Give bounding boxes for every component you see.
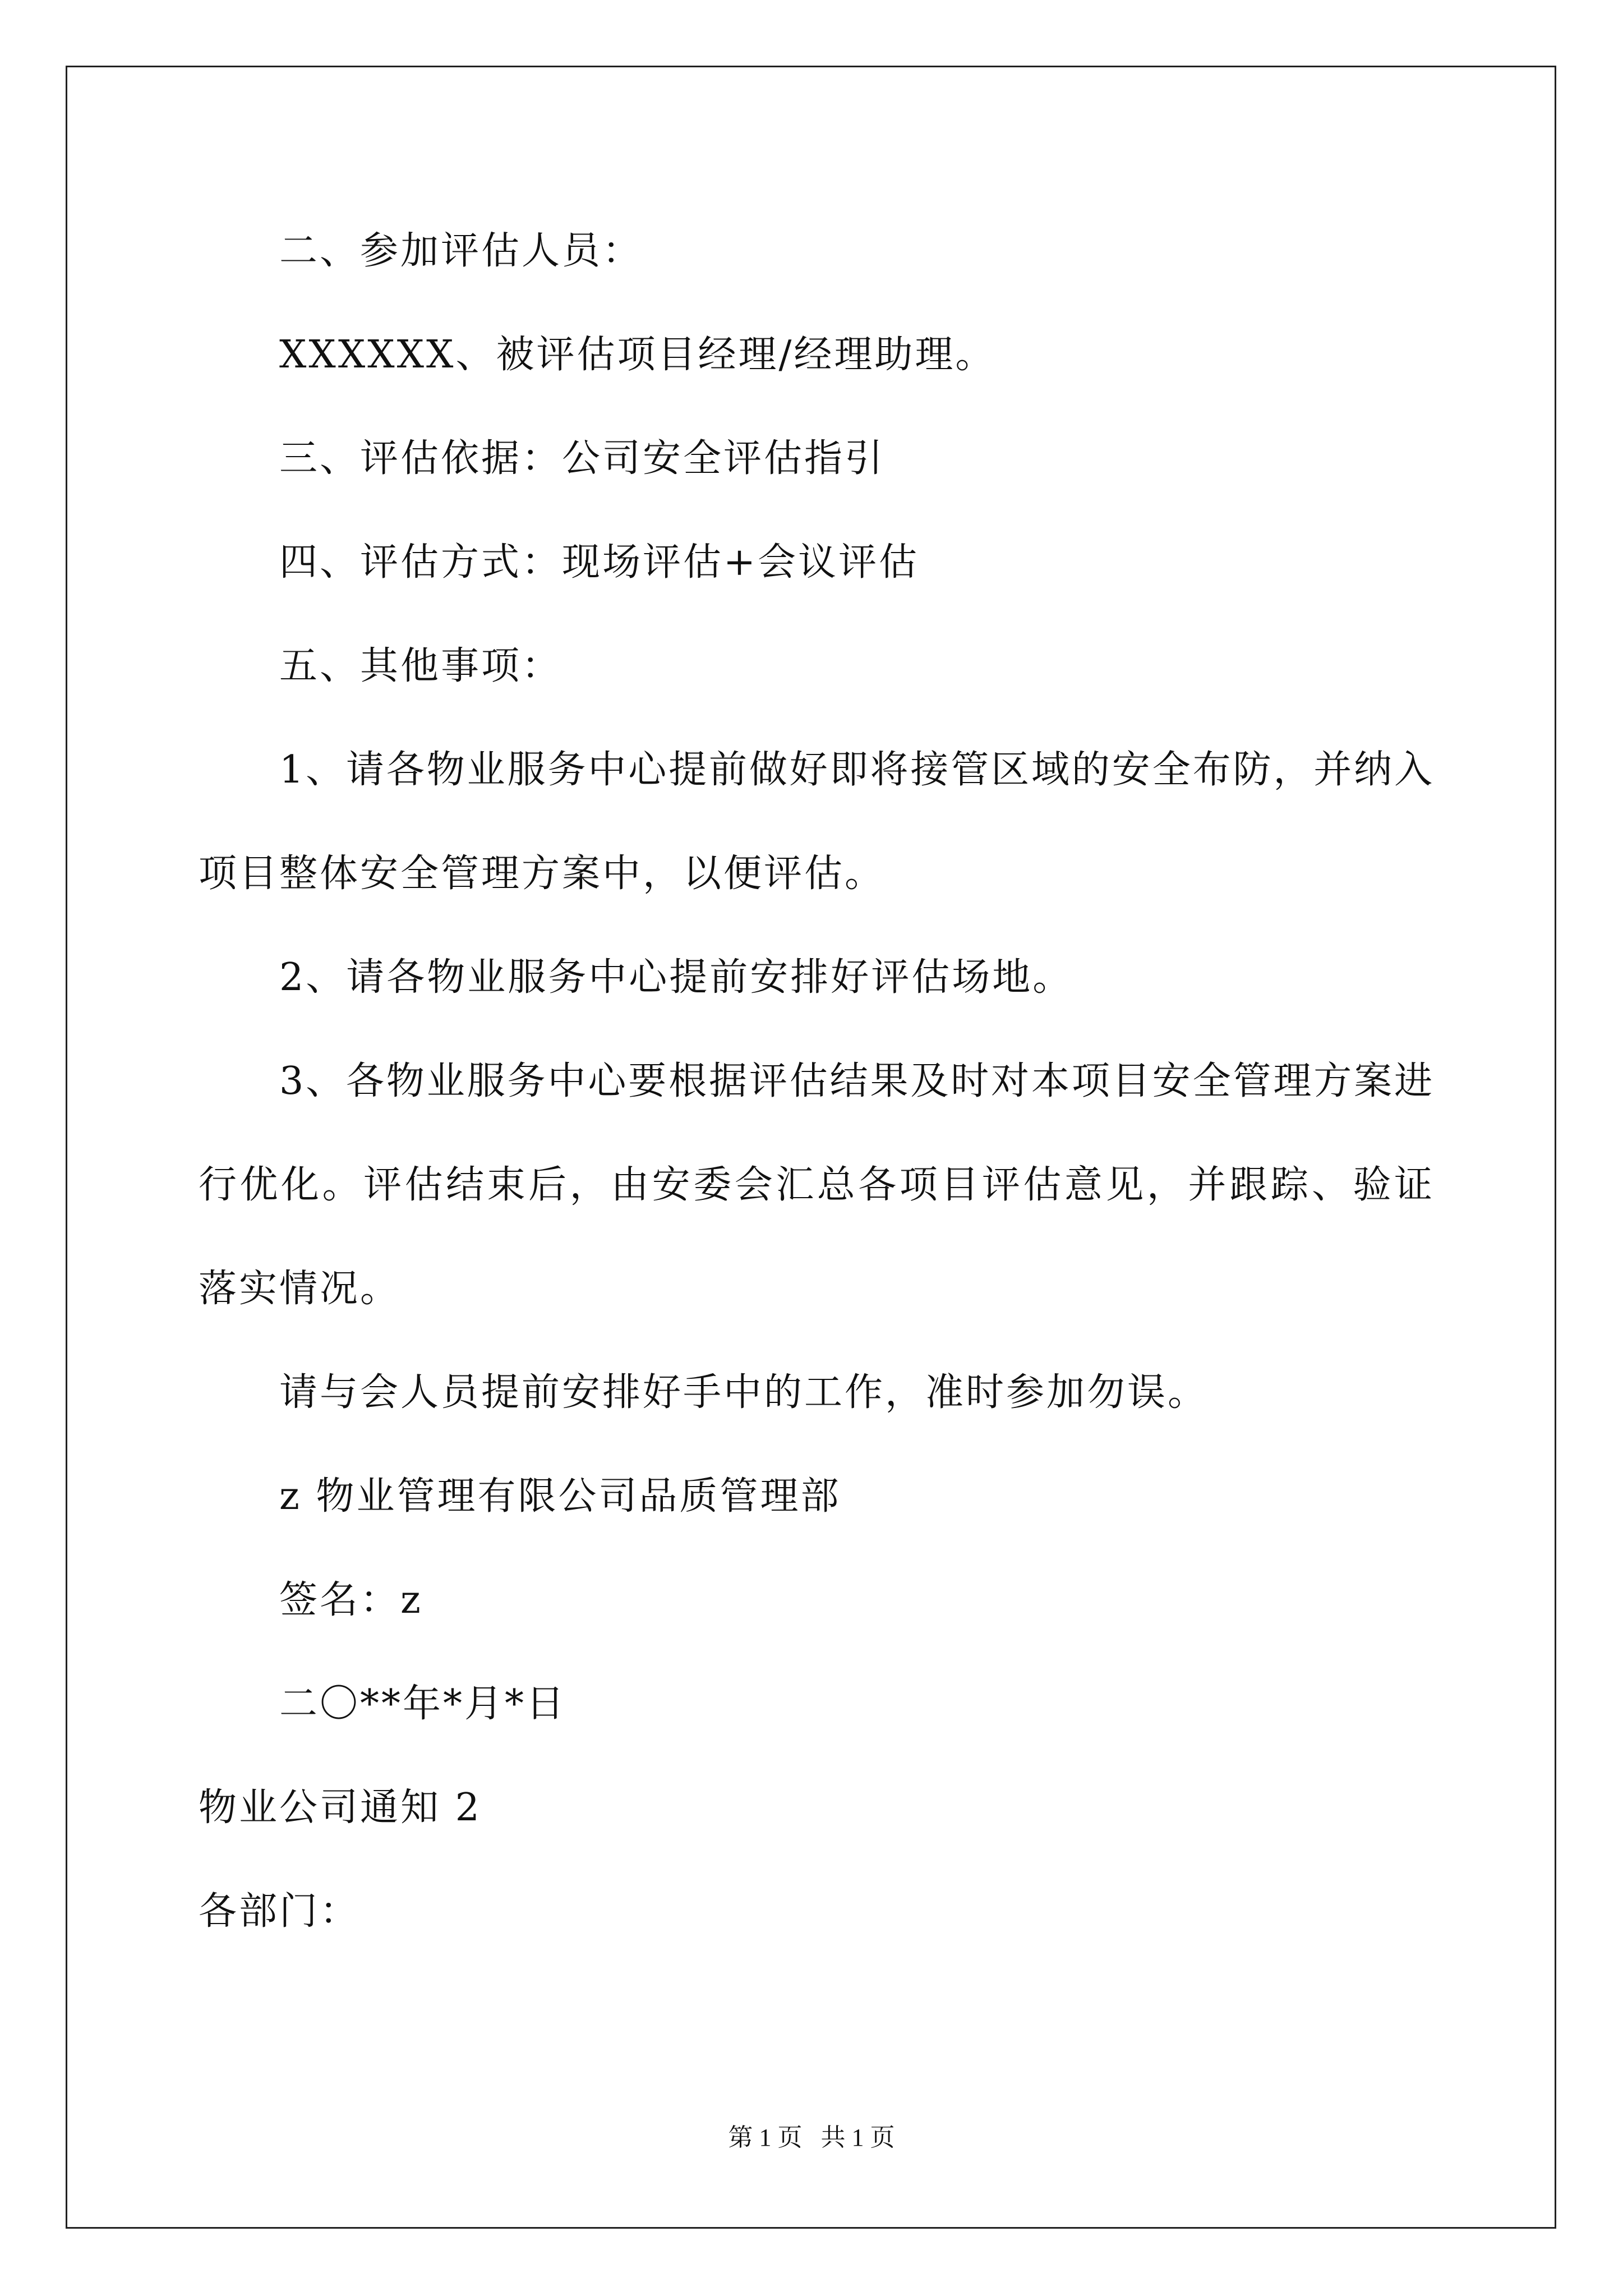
section-participants-heading: 二、参加评估人员：: [279, 229, 643, 273]
item-3-line-3: 落实情况。: [199, 1267, 401, 1311]
issuer: z 物业管理有限公司品质管理部: [279, 1474, 841, 1519]
section-basis: 三、评估依据：公司安全评估指引: [279, 436, 886, 481]
notice-2-addressee: 各部门：: [199, 1889, 361, 1934]
closing-request: 请与会人员提前安排好手中的工作，准时参加勿误。: [279, 1370, 1209, 1415]
item-2: 2、请各物业服务中心提前安排好评估场地。: [279, 955, 1073, 1000]
section-other-heading: 五、其他事项：: [279, 644, 562, 688]
participants-text: XXXXXX、被评估项目经理/经理助理。: [279, 333, 996, 377]
notice-2-title: 物业公司通知 2: [199, 1786, 482, 1830]
signature: 签名：z: [279, 1578, 423, 1622]
item-3-line-2: 行优化。评估结束后，由安委会汇总各项目评估意见，并跟踪、验证: [199, 1163, 1432, 1207]
item-3-line-1: 3、各物业服务中心要根据评估结果及时对本项目安全管理方案进: [279, 1059, 1432, 1103]
date: 二〇**年*月*日: [279, 1682, 567, 1726]
section-method: 四、评估方式：现场评估+会议评估: [279, 540, 919, 585]
item-1-line-1: 1、请各物业服务中心提前做好即将接管区域的安全布防，并纳入: [279, 748, 1432, 792]
page-footer: 第 1 页 共 1 页: [728, 2124, 895, 2151]
item-1-line-2: 项目整体安全管理方案中，以便评估。: [199, 852, 886, 896]
